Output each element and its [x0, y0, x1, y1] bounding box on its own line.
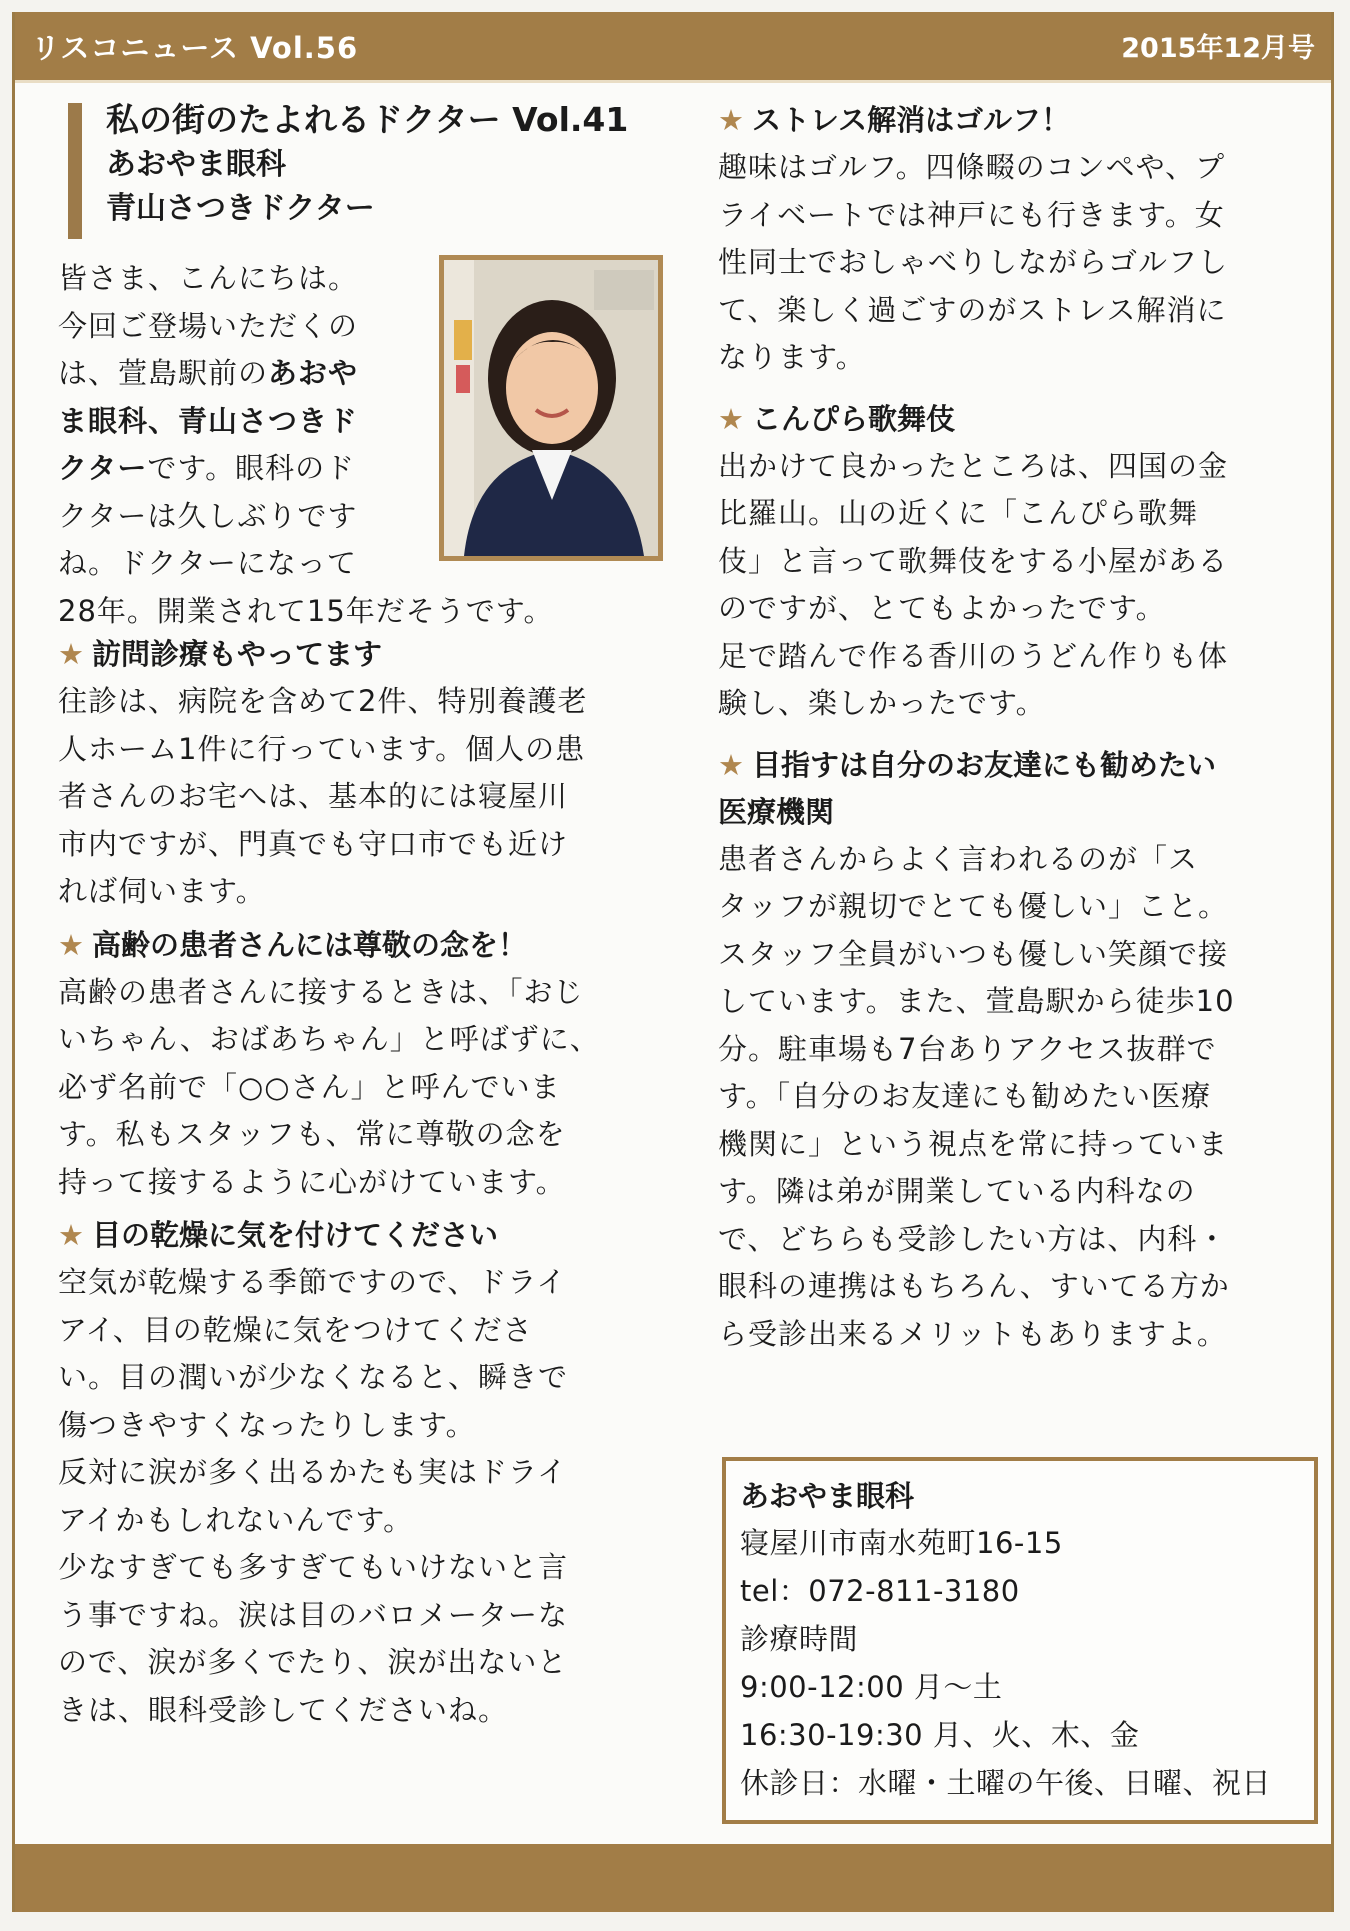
section-line: 人ホーム1件に行っています。個人の患 — [58, 731, 586, 766]
section-line: 反対に涙が多く出るかたも実はドライ — [58, 1455, 568, 1489]
section-line: す。隣は弟が開業している内科なの — [718, 1174, 1196, 1208]
doctor-name-title: 青山さつきドクター — [106, 191, 375, 226]
clinic-address: 寝屋川市南水苑町16-15 — [740, 1526, 1063, 1560]
section-line: 傷つきやすくなったりします。 — [58, 1407, 476, 1442]
intro-line: ね。ドクターになって — [58, 546, 357, 580]
star-icon: ★ — [718, 103, 744, 137]
section-line: スタッフ全員がいつも優しい笑顔で接 — [718, 936, 1229, 971]
newsletter-page — [12, 12, 1334, 1912]
section-line: 少なすぎても多すぎてもいけないと言 — [58, 1550, 569, 1584]
section-line: す。私もスタッフも、常に尊敬の念を — [58, 1117, 566, 1151]
clinic-name-title: あおやま眼科 — [106, 147, 286, 182]
section-line: 出かけて良かったところは、四国の金 — [718, 448, 1229, 483]
issue-date: 2015年12月号 — [1121, 33, 1315, 64]
section-line: 足で踏んで作る香川のうどん作りも体 — [718, 638, 1229, 673]
section-heading-golf: ★ ストレス解消はゴルフ！ — [718, 103, 1071, 137]
section-line: しています。また、萱島駅から徒歩10 — [718, 984, 1235, 1018]
section-line: 空気が乾燥する季節ですので、ドライ — [58, 1265, 567, 1299]
section-line: れば伺います。 — [58, 874, 266, 908]
section-line: 高齢の患者さんに接するときは、「おじ — [58, 974, 584, 1009]
star-icon: ★ — [58, 927, 84, 962]
clinic-info-box — [722, 1457, 1318, 1824]
section-line: 眼科の連携はもちろん、すいてる方か — [718, 1269, 1230, 1303]
left-column — [58, 97, 663, 1734]
intro-block — [58, 255, 663, 628]
section-line: す。「自分のお友達にも勧めたい医療 — [718, 1079, 1212, 1113]
star-icon: ★ — [58, 1218, 84, 1252]
section-line: アイ、目の乾燥に気をつけてくださ — [58, 1312, 533, 1347]
intro-line: クターは久しぶりです — [58, 498, 358, 533]
title-accent-bar — [68, 103, 82, 239]
section-line: なります。 — [718, 340, 866, 374]
section-line: 験し、楽しかったです。 — [718, 686, 1046, 720]
section-heading-visit: ★ 訪問診療もやってます — [58, 637, 383, 671]
article-title-block — [68, 97, 663, 231]
section-heading-aim: ★ 目指すは自分のお友達にも勧めたい — [718, 747, 1217, 782]
intro-line: ま眼科、青山さつきド — [58, 403, 359, 438]
section-line: 持って接するように心がけています。 — [58, 1164, 566, 1199]
section-line: いちゃん、おばあちゃん」と呼ばずに、 — [58, 1022, 600, 1056]
section-line: きは、眼科受診してくださいね。 — [58, 1692, 509, 1727]
section-line: 往診は、病院を含めて2件、特別養護老 — [58, 684, 588, 718]
intro-line: 28年。開業されて15年だそうです。 — [58, 593, 554, 628]
intro-line: 皆さま、こんにちは。 — [58, 261, 359, 295]
section-line: 趣味はゴルフ。四條畷のコンペや、プ — [718, 150, 1226, 184]
clinic-tel: tel：072-811-3180 — [740, 1574, 1020, 1608]
section-line: ら受診出来るメリットもありますよ。 — [718, 1316, 1227, 1351]
doctor-photo — [439, 255, 663, 561]
section-line: 市内ですが、門真でも守口市でも近け — [58, 826, 569, 861]
section-line: で、どちらも受診したい方は、内科・ — [718, 1221, 1228, 1256]
hours-morning: 9:00-12:00 月〜土 — [740, 1670, 1003, 1704]
clinic-name: あおやま眼科 — [740, 1479, 915, 1513]
section-line: 比羅山。山の近くに「こんぴら歌舞 — [718, 496, 1199, 530]
section-heading-elderly: ★ 高齢の患者さんには尊敬の念を！ — [58, 927, 528, 962]
intro-line: クターです。眼科のド — [58, 451, 356, 485]
intro-line: は、萱島駅前のあおや — [58, 356, 359, 390]
section-line: 性同士でおしゃべりしながらゴルフし — [718, 245, 1229, 279]
article-title: 私の街のたよれるドクター Vol.41 — [106, 100, 629, 139]
section-heading-aim-line2: 医療機関 — [718, 794, 835, 829]
section-line: 伎」と言って歌舞伎をする小屋がある — [718, 543, 1229, 578]
section-line: う事ですね。涙は目のバロメーターな — [58, 1597, 569, 1632]
section-heading-dryeye: ★ 目の乾燥に気を付けてください — [58, 1218, 499, 1252]
star-icon: ★ — [58, 637, 84, 671]
section-heading-kabuki: ★ こんぴら歌舞伎 — [718, 401, 956, 436]
closed-days: 休診日：水曜・土曜の午後、日曜、祝日 — [740, 1766, 1272, 1800]
hours-label: 診療時間 — [740, 1622, 859, 1656]
section-line: 機関に」という視点を常に持っていま — [718, 1126, 1229, 1161]
section-line: 者さんのお宅へは、基本的には寝屋川 — [58, 779, 569, 813]
section-line: アイかもしれないんです。 — [58, 1502, 414, 1537]
star-icon: ★ — [718, 401, 744, 436]
star-icon: ★ — [718, 747, 744, 782]
footer-band — [15, 1844, 1331, 1912]
section-line: て、楽しく過ごすのがストレス解消に — [718, 292, 1227, 327]
section-line: ので、涙が多くでたり、涙が出ないと — [58, 1645, 568, 1679]
section-line: 分。駐車場も7台ありアクセス抜群で — [718, 1031, 1217, 1066]
intro-line: 今回ご登場いただくの — [58, 308, 359, 343]
header-band — [15, 12, 1331, 83]
newsletter-title: リスコニュース Vol.56 — [31, 31, 359, 65]
hours-afternoon: 16:30-19:30 月、火、木、金 — [740, 1718, 1140, 1752]
section-line: のですが、とてもよかったです。 — [718, 591, 1166, 625]
section-line: い。目の潤いが少なくなると、瞬きで — [58, 1360, 569, 1394]
section-line: ライベートでは神戸にも行きます。女 — [718, 197, 1225, 232]
section-line: タッフが親切でとても優しい」こと。 — [718, 889, 1229, 923]
section-line: 必ず名前で「○○さん」と呼んでいま — [58, 1069, 561, 1104]
right-column — [718, 97, 1308, 1358]
section-line: 患者さんからよく言われるのが「ス — [718, 841, 1199, 876]
